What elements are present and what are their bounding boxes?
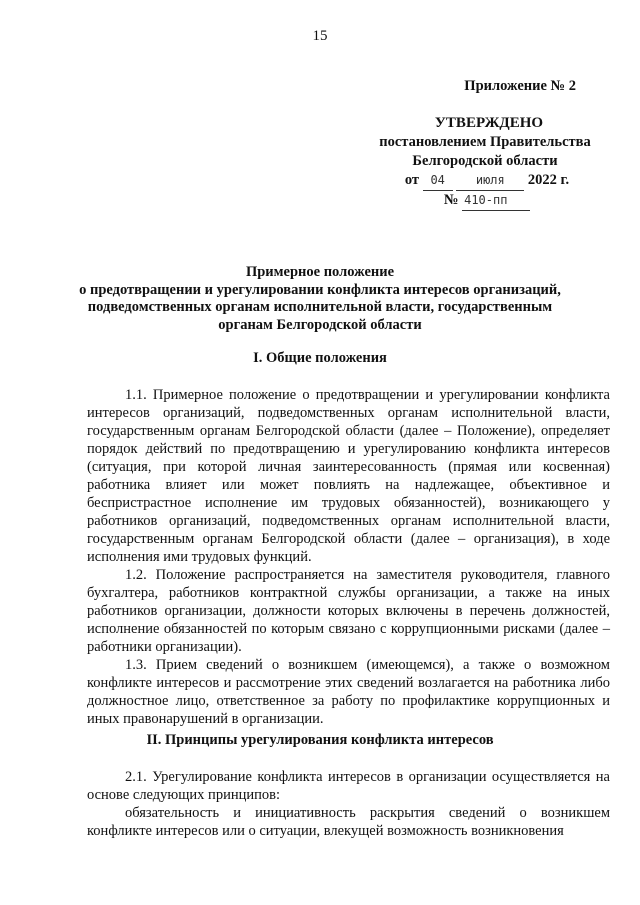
section-1-heading: I. Общие положения (253, 350, 387, 366)
approval-block (360, 77, 610, 211)
document-title (40, 264, 600, 334)
section-2-heading: II. Принципы урегулирования конфликта интересов (146, 732, 494, 748)
title-line-4: органам Белгородской области (218, 316, 422, 333)
title-line-3: подведомственных органам исполнительной власти, государственным (87, 299, 553, 315)
number-value: 410-пп (462, 191, 530, 211)
section-2-body (87, 768, 610, 840)
paragraph-1-2: 1.2. Положение распространяется на заместителя руководителя, главного бухгалтера, работников контрактной службы организации, а также на иных работников организации, должности которых включены в перечень должностей, исполнение обязанностей по которым связано с коррупционными рисками (далее – работники организации). (87, 567, 610, 655)
page-number: 15 (312, 28, 328, 44)
approved-label: УТВЕРЖДЕНО (434, 115, 544, 131)
date-month: июля (456, 171, 524, 191)
title-line-1: Примерное положение (245, 264, 395, 280)
approved-by-line: постановлением Правительства (379, 134, 591, 150)
title-line-2: о предотвращении и урегулировании конфликта интересов организаций, (79, 281, 561, 298)
paragraph-1-3: 1.3. Прием сведений о возникшем (имеющемся), а также о возможном конфликте интересов и рассмотрение этих сведений возлагается на работника либо должностное лицо, ответственное за работу по профилактике коррупционных и иных правонарушений в организации. (87, 657, 610, 727)
date-year: 2022 г. (527, 172, 570, 188)
number-prefix: № (443, 192, 459, 208)
section-1-body (87, 386, 610, 728)
date-prefix: от (404, 172, 420, 188)
appendix-label: Приложение № 2 (464, 78, 576, 94)
date-day: 04 (423, 171, 453, 191)
date-line (360, 171, 610, 191)
region-line: Белгородской области (412, 153, 558, 169)
paragraph-2-1: 2.1. Урегулирование конфликта интересов в организации осуществляется на основе следующих принципов: (87, 769, 610, 803)
paragraph-1-1: 1.1. Примерное положение о предотвращении и урегулировании конфликта интересов организаций, подведомственных органам исполнительной власти, государственным органам Белгородской области (далее – Положение), определяет порядок действий по предотвращению и урегулированию конфликта интересов (ситуация, при которой личная заинтересованность (прямая или косвенная) работника влияет или может повлиять на надлежащее, объективное и беспристрастное исполнение им трудовых обязанностей), возникающего у работников организаций, подведомственных органам исполнительной власти, государственным органам Белгородской области (далее – организация), в ходе исполнения ими трудовых функций. (87, 387, 610, 565)
number-line (360, 191, 610, 211)
paragraph-2-2: обязательность и инициативность раскрытия сведений о возникшем конфликте интересов или о ситуации, влекущей возможность возникновения (87, 805, 610, 839)
